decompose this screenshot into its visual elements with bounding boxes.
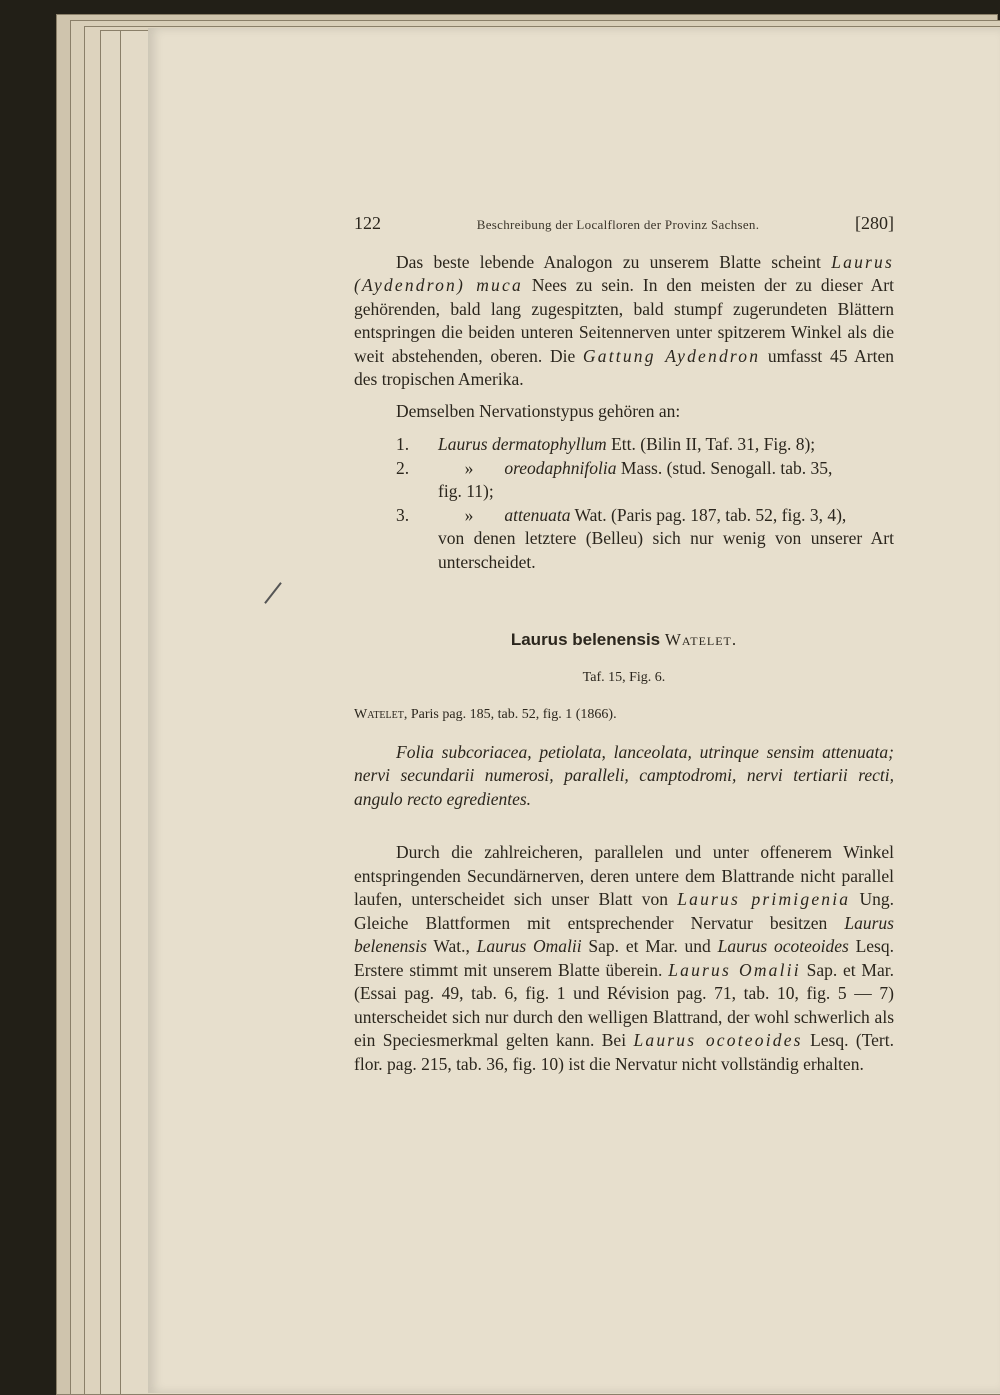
species-name: Laurus belenensis — [354, 912, 894, 956]
citation: Mass. (stud. Senogall. tab. 35, — [616, 457, 833, 478]
plate-reference: Taf. 15, Fig. 6. — [582, 669, 666, 685]
text-run: Durch die zahlreicheren, parallelen und unter offenerem Winkel entspringenden Secundärnerven, deren untere dem Blattrande nicht parallel laufen, unterscheidet sich unser Blatt von — [354, 842, 894, 909]
species-name: Laurus ocoteoides — [717, 936, 849, 956]
species-list — [354, 433, 894, 574]
list-number: 1. — [396, 434, 410, 454]
paragraph-comparison — [354, 841, 894, 1076]
reference-details: Paris pag. 185, tab. 52, fig. 1 (1866). — [407, 707, 617, 722]
literature-reference — [354, 703, 894, 727]
list-body — [438, 457, 894, 504]
citation-continued: von denen letztere (Belleu) sich nur wenig von unserer Art unterscheidet. — [438, 528, 894, 572]
species-name: Laurus primigenia — [677, 889, 851, 909]
paragraph-nervationstypus: Demselben Nervationstypus gehören an: — [396, 400, 681, 421]
genus-name: Gattung Aydendron — [582, 345, 761, 366]
species-name: Laurus ocoteoides — [633, 1030, 803, 1050]
list-item — [354, 457, 894, 504]
species-author: Watelet. — [664, 630, 738, 649]
species-heading — [354, 628, 894, 652]
list-number: 2. — [396, 457, 410, 478]
paragraph-analogon — [354, 251, 894, 392]
page-text — [354, 212, 894, 1076]
text-run: Wat., — [426, 936, 477, 956]
reference-author: Watelet, — [354, 707, 408, 722]
species: oreodaphnifolia — [504, 457, 617, 478]
species: dermatophyllum — [491, 434, 607, 454]
bracket-number: [280] — [855, 213, 894, 233]
list-item — [354, 504, 894, 575]
text-run: Sap. et Mar. und — [581, 936, 718, 956]
text-run: Das beste lebende Analogon zu unserem Blatte scheint — [396, 251, 832, 272]
ditto-mark: » — [464, 457, 474, 478]
running-title: Beschreibung der Localfloren der Provinz Sachsen. — [476, 217, 760, 232]
list-body — [438, 433, 894, 457]
species-title: Laurus belenensis — [510, 630, 661, 649]
genus: Laurus — [438, 434, 488, 454]
species: attenuata — [504, 504, 571, 525]
text-run: Lesq. (Tert. flor. pag. 215, tab. 36, fig. 10) ist die Nervatur nicht vollständig erhalten. — [354, 1030, 894, 1074]
running-header — [354, 212, 894, 237]
citation: Ett. (Bilin II, Taf. 31, Fig. 8); — [606, 434, 816, 454]
text-run: umfasst 45 Arten des tropischen Amerika. — [354, 345, 894, 389]
species-name: Laurus Omalii — [668, 959, 801, 980]
latin-diagnosis: Folia subcoriacea, petiolata, lanceolata, utrinque sensim attenuata; nervi secundarii numerosi, paralleli, camptodromi, nervi tertiarii recti, angulo recto egredientes. — [354, 741, 894, 809]
text-run: Sap. et Mar. (Essai pag. 49, tab. 6, fig. 1 und Révision pag. 71, tab. 10, fig. 5 — 7) unterscheidet sich nur durch den welligen Blattrand, der wohl schwerlich als ein Speciesmerkmal gelten kann. Bei — [354, 959, 894, 1050]
text-run: Ung. Gleiche Blattformen mit entsprechender Nervatur besitzen — [354, 889, 895, 933]
list-number: 3. — [396, 504, 410, 525]
text-run: Lesq. Erstere stimmt mit unserem Blatte überein. — [354, 936, 894, 980]
species-name: Laurus (Aydendron) muca — [354, 251, 894, 295]
species-name: Laurus Omalii — [476, 936, 582, 956]
ditto-mark: » — [464, 504, 474, 525]
text-run: Nees zu sein. In den meisten der zu dieser Art gehörenden, bald lang zugespitzten, bald stumpf zugerundeten Blättern entspringen die beiden unteren Seitennerven unter spitzerem Winkel als die weit abstehenden, oberen. Die — [354, 275, 894, 366]
citation: Wat. (Paris pag. 187, tab. 52, fig. 3, 4), — [570, 504, 847, 525]
list-item — [354, 433, 894, 457]
citation-continued: fig. 11); — [438, 481, 494, 501]
page-number: 122 — [354, 213, 381, 233]
list-body — [438, 504, 894, 575]
